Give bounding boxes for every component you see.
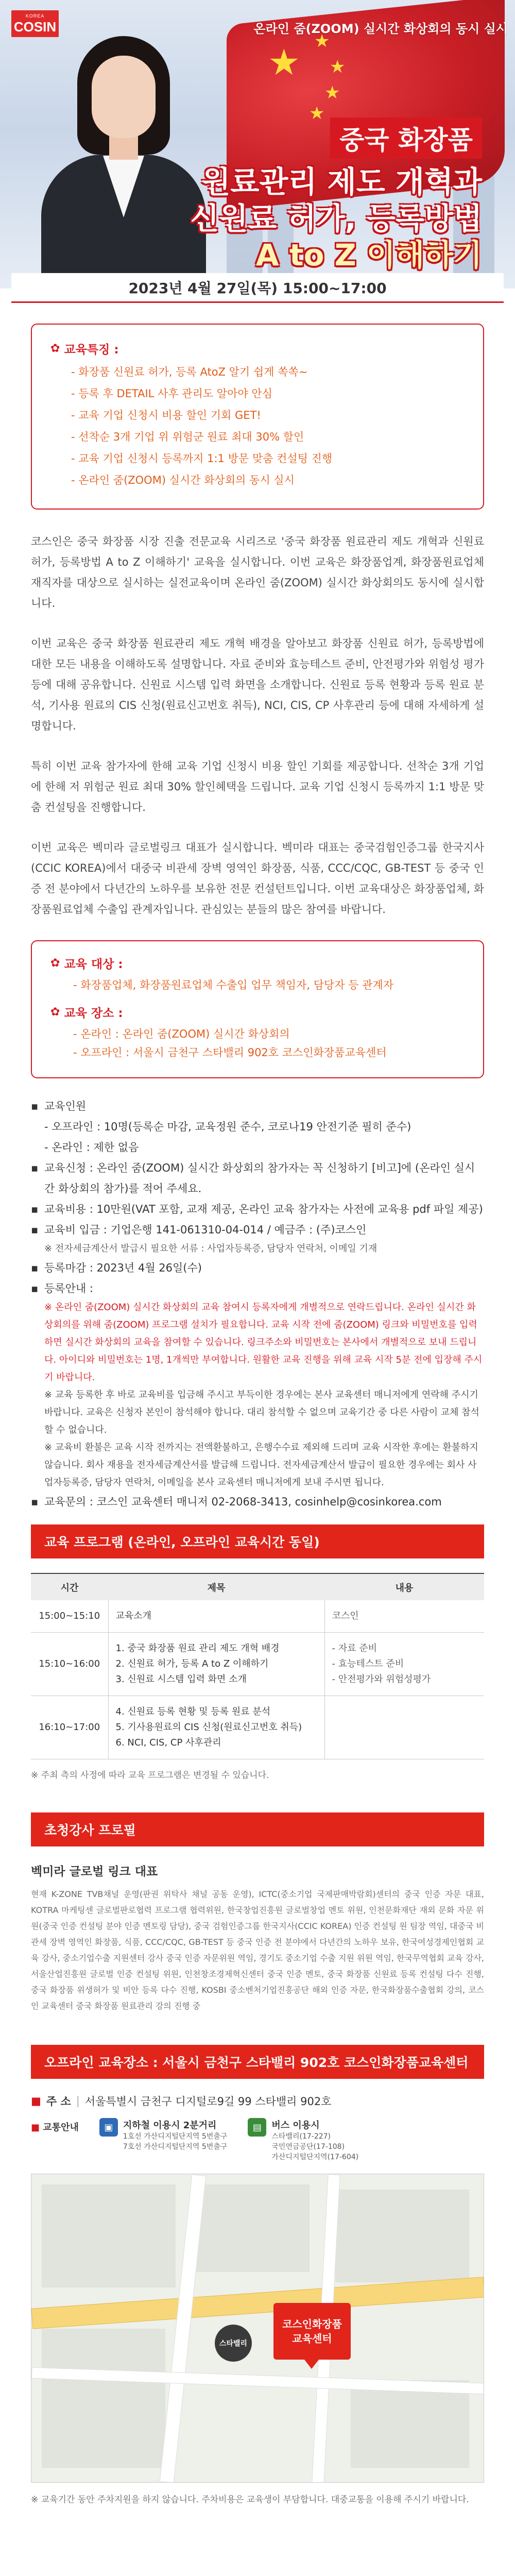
hero-title bbox=[190, 117, 482, 273]
info-deadline: ▪ 등록마감 : 2023년 4월 26일(수) bbox=[31, 1258, 484, 1278]
info-contact: ▪ 교육문의 : 코스인 교육센터 매니저 02-2068-3413, cosinhelp@cosinkorea.com bbox=[31, 1492, 484, 1512]
bus-title: 버스 이용시 bbox=[271, 2120, 320, 2131]
features-box bbox=[31, 324, 484, 510]
program-bar: 교육 프로그램 (온라인, 오프라인 교육시간 동일) bbox=[31, 1524, 484, 1558]
info-guide-red: ※ 온라인 줌(ZOOM) 실시간 화상회의 교육 참여시 등록자에게 개별적으로 연락드립니다. 온라인 실시간 화상회의를 위해 줌(ZOOM) 프로그램 설치가 필요합니다. 교육 시작 전에 줌(ZOOM) 링크와 비밀번호를 입력하면 실시간 화상회의 교육을 참여할 수 있습니다. 링크주소와 비밀번호는 본사에서 개별적으로 보내 드립니다. 아이디와 비밀번호는 1명, 1개씩만 부여합니다. 원활한 교육 진행을 위해 교육 시작 5분 전에 입장해 주시기 바랍니다. bbox=[44, 1302, 483, 1383]
subway-line: 7호선 가산디지털단지역 5번출구 bbox=[123, 2143, 228, 2151]
bus-line: 가산디지털단지역(17-604) bbox=[271, 2153, 359, 2161]
transit-label-text: 교통안내 bbox=[43, 2122, 79, 2133]
row-topic: 4. 신원료 등록 현황 및 등록 원료 분석 5. 기사용원료의 CIS 신청(원료신고번호 취득) 6. NCI, CIS, CP 사후관리 bbox=[108, 1696, 324, 1759]
intro-paragraph: 이번 교육은 중국 화장품 원료관리 제도 개혁 배경을 알아보고 화장품 신원료 허가, 등록방법에 대한 모든 내용을 이해하도록 설명합니다. 자료 준비와 효능테스트 준비, 안전평가와 위험성 평가 등에 대해 공유합니다. 신원료 시스템 입력 화면을 소개합니다. 신원료 등록 현황과 등록 원료 분석, 기사용 원료의 CIS 신청(원료신고번호 취득), NCI, CIS, CP 사후관리 등에 대해 자세하게 설명합니다. bbox=[31, 637, 484, 732]
row-detail: 코스인 bbox=[324, 1600, 484, 1633]
address-label: 주 소 bbox=[46, 2095, 71, 2108]
row-time: 16:10~17:00 bbox=[31, 1696, 108, 1759]
info-fee-text: 교육비용 : 10만원(VAT 포함, 교재 제공, 온라인 교육 참가자는 사전에 교육용 pdf 파일 제공) bbox=[44, 1203, 483, 1215]
table-header-row bbox=[31, 1573, 484, 1600]
info-guide: ▪ 등록안내 : bbox=[31, 1278, 484, 1299]
feature-item: - 선착순 3개 기업 위 위험군 원료 최대 30% 할인 bbox=[71, 431, 304, 443]
info-account-text: 교육비 입금 : 기업은행 141-061310-04-014 / 예금주 : (주)코스인 bbox=[44, 1224, 367, 1236]
map-note: ※ 교육기간 동안 주차지원을 하지 않습니다. 주차비용은 교육생이 부담합니다. 대중교통을 이용해 주시기 바랍니다. bbox=[31, 2495, 469, 2505]
info-apply-text: 교육신청 : 온라인 줌(ZOOM) 실시간 화상회의 참가자는 꼭 신청하기 [비고]에 (온라인 실시간 화상회의 참가)를 적어 주세요. bbox=[44, 1162, 475, 1195]
logo-text: COSIN bbox=[13, 19, 57, 35]
bus-info bbox=[248, 2118, 358, 2162]
address-text: 서울특별시 금천구 디지털로9길 99 스타밸리 902호 bbox=[84, 2095, 332, 2108]
info-fee: ▪ 교육비용 : 10만원(VAT 포함, 교재 제공, 온라인 교육 참가자는 사전에 교육용 pdf 파일 제공) bbox=[31, 1199, 484, 1219]
row-time: 15:10~16:00 bbox=[31, 1633, 108, 1696]
intro-paragraph: 특히 이번 교육 참가자에 한해 교육 기업 신청시 비용 할인 기회를 제공합니다. 선착순 3개 기업에 한해 저 위험군 원료 최대 30% 할인혜택을 드립니다. 교육 기업 신청시 등록까지 1:1 방문 맞춤 컨설팅을 진행합니다. bbox=[31, 760, 484, 814]
star-icon: ★ bbox=[324, 82, 340, 103]
row-detail: - 자료 준비 - 효능테스트 준비 - 안전평가와 위험성평가 bbox=[324, 1633, 484, 1696]
bus-icon: ▤ bbox=[248, 2118, 266, 2137]
date-bar: 2023년 4월 27일(목) 15:00~17:00 bbox=[11, 273, 504, 303]
info-apply: ▪ 교육신청 : 온라인 줌(ZOOM) 실시간 화상회의 참가자는 꼭 신청하기 [비고]에 (온라인 실시간 화상회의 참가)를 적어 주세요. bbox=[31, 1158, 484, 1199]
hero-title-line3: 신원료 허가, 등록방법 bbox=[190, 200, 482, 236]
info-deadline-text: 등록마감 : 2023년 4월 26일(수) bbox=[44, 1262, 202, 1274]
logo-sub: KOREA bbox=[25, 13, 45, 19]
row-time: 15:00~15:10 bbox=[31, 1600, 108, 1633]
bus-line: 국민연금공단(17-108) bbox=[271, 2143, 345, 2151]
intro-paragraph: 이번 교육은 벡미라 글로벌링크 대표가 실시합니다. 벡미라 대표는 중국검험인증그룹 한국지사(CCIC KOREA)에서 대중국 비관세 장벽 영역인 화장품, 식품, CCC/CQC, GB-TEST 등 중국 인증 전 분야에서 다년간의 노하우를 보유한 전문 컨설턴트입니다. 이번 교육대상은 화장품업체, 화장품원료업체 수출입 관계자입니다. 관심있는 분들의 많은 참여를 바랍니다. bbox=[31, 841, 484, 916]
program-note: ※ 주최 측의 사정에 따라 교육 프로그램은 변경될 수 있습니다. bbox=[31, 1770, 269, 1781]
instructor-bio: 현재 K-ZONE TVB채널 운영(판권 위탁사 채널 공동 운영), ICTC(중소기업 국제판매박람회)센터의 중국 인증 자문 대표, KOTRA 마케팅센 글로벌판로협력 프로그램 협력위원, 한국창업진흥원 글로벌창업 멘토 위원, 인천문화재단 재외 문화 자문 위원(중국 인증 컨설팅 분야 인증 멘토링 담당), 중국 검험인증그룹 한국지사(CCIC KOREA) 인증 컨설팅 원 팀장 역임, 대중국 비관세 장벽 영역인 화장품, 식품, CCC/CQC, GB-TEST 등 중국 인증 전 분야에서 다년간의 노하우 보유, 한국여성경제인협회 교육 강사, 중소기업수출 지원센터 강사 중국 인증 자문위원 역임, 경기도 중소기업 수출 지원 위원 역임, 한국무역협회 교육 강사, 서울산업진흥원 글로벌 인증 컨설팅 위원, 인천창조경제혁신센터 중국 인증 멘토, 중국 화장품 신원료 등록 컨설팅 다수 진행, 중국 화장품 위생허가 및 비안 등록 다수 진행, KOSBI 중소벤처기업진흥공단 해외 인증 자문, 한국화장품수출협회 강의, 코스인 교육센터 중국 화장품 원료관리 강의 진행 중 bbox=[31, 1889, 484, 2011]
table-header: 시간 bbox=[31, 1573, 108, 1600]
feature-item: - 교육 기업 신청시 비용 할인 기회 GET! bbox=[71, 409, 261, 421]
hero-title-line2: 원료관리 제도 개혁과 bbox=[201, 164, 482, 199]
table-row bbox=[31, 1633, 484, 1696]
info-people-on: - 온라인 : 제한 없음 bbox=[44, 1141, 139, 1154]
instructor-name: 벡미라 글로벌 링크 대표 bbox=[31, 1865, 158, 1878]
info-contact-text: 교육문의 : 코스인 교육센터 매니저 02-2068-3413, cosinhelp@cosinkorea.com bbox=[44, 1496, 442, 1508]
gear-icon: ✿ bbox=[50, 342, 60, 355]
star-icon: ★ bbox=[309, 103, 325, 124]
bus-line: 스타밸리(17-227) bbox=[271, 2132, 331, 2141]
subway-info bbox=[99, 2118, 228, 2162]
feature-item: - 온라인 줌(ZOOM) 실시간 화상회의 동시 실시 bbox=[71, 474, 295, 486]
info-guide-label: 등록안내 : bbox=[44, 1282, 93, 1295]
instructor-bar: 초청강사 프로필 bbox=[31, 1812, 484, 1846]
table-header: 제목 bbox=[108, 1573, 324, 1600]
hero-banner bbox=[0, 0, 515, 289]
info-people: ▪ 교육인원 bbox=[31, 1096, 484, 1116]
feature-item: - 화장품 신원료 허가, 등록 AtoZ 알기 쉽게 쏙쏙~ bbox=[71, 366, 308, 378]
hero-tagline: 온라인 줌(ZOOM) 실시간 화상회의 동시 실시 bbox=[253, 22, 508, 36]
table-row bbox=[31, 1696, 484, 1759]
presenter-photo bbox=[31, 36, 216, 289]
feature-item: - 교육 기업 신청시 등록까지 1:1 방문 맞춤 컨설팅 진행 bbox=[71, 452, 333, 465]
bullet-icon: ■ bbox=[31, 2095, 41, 2107]
info-list bbox=[31, 1096, 484, 1512]
row-topic: 교육소개 bbox=[108, 1600, 324, 1633]
map-venue-pin: 코스인화장품 교육센터 bbox=[273, 2303, 351, 2360]
hero-title-line1: 중국 화장품 bbox=[330, 117, 482, 159]
hero-title-line4: A to Z 이해하기 bbox=[255, 237, 482, 273]
info-people-label: 교육인원 bbox=[44, 1100, 87, 1112]
transit-label: ■ 교통안내 bbox=[31, 2122, 79, 2133]
star-icon: ★ bbox=[314, 31, 330, 52]
row-topic: 1. 중국 화장품 원료 관리 제도 개혁 배경 2. 신원료 허가, 등록 A to Z 이해하기 3. 신원료 시스템 입력 화면 소개 bbox=[108, 1633, 324, 1696]
place-heading-text: 교육 장소 : bbox=[64, 1007, 123, 1020]
target-row: - 화장품업체, 화장품원료업체 수출입 업무 책임자, 담당자 등 관계자 bbox=[73, 979, 394, 991]
cosin-logo bbox=[11, 10, 59, 37]
features-list bbox=[71, 361, 465, 491]
gear-icon: ✿ bbox=[50, 957, 60, 970]
map-station-marker: 스타밸리 bbox=[215, 2325, 252, 2362]
place-row: - 온라인 : 온라인 줌(ZOOM) 실시간 화상회의 bbox=[73, 1028, 290, 1040]
info-account: ▪ 교육비 입금 : 기업은행 141-061310-04-014 / 예금주 : (주)코스인 bbox=[31, 1219, 484, 1240]
star-icon: ★ bbox=[268, 41, 300, 83]
venue-map bbox=[31, 2174, 484, 2483]
intro-paragraph: 코스인은 중국 화장품 시장 진출 전문교육 시리즈로 '중국 화장품 원료관리 제도 개혁과 신원료 허가, 등록방법 A to Z 이해하기' 교육을 실시합니다. 이번 교육은 화장품업계, 화장품원료업체 재직자를 대상으로 실시하는 실전교육이며 온라인 줌(ZOOM) 실시간 화상회의도 동시에 실시합니다. bbox=[31, 535, 484, 609]
table-header: 내용 bbox=[324, 1573, 484, 1600]
target-heading-text: 교육 대상 : bbox=[64, 958, 123, 971]
star-icon: ★ bbox=[330, 57, 346, 77]
info-guide-dark: ※ 교육 등록한 후 바로 교육비를 입금해 주시고 부득이한 경우에는 본사 교육센터 매니저에게 연락해 주시기 바랍니다. 교육은 신청자 본인이 참석해야 합니다. 대리 참석할 수 없으며 교육기간 중 다른 사람이 교체 참석할 수 없습니다. bbox=[44, 1389, 479, 1435]
row-detail bbox=[324, 1696, 484, 1759]
info-guide-dark: ※ 교육비 환불은 교육 시작 전까지는 전액환불하고, 은행수수료 제외해 드리며 교육 시작한 후에는 환불하지 않습니다. 회사 재용을 전자세금계산서를 발급해 드립니다. 전자세금계산서 발급이 필요한 경우에는 회사 사업자등록증, 담당자 연락처, 이메일을 본사 교육센터 매니저에게 보내 주시면 됩니다. bbox=[44, 1442, 478, 1488]
features-heading-text: 교육특징 : bbox=[64, 343, 119, 357]
subway-line: 1호선 가산디지털단지역 5번출구 bbox=[123, 2132, 228, 2141]
subway-title: 지하철 이용시 2분거리 bbox=[123, 2120, 217, 2131]
gear-icon: ✿ bbox=[50, 1006, 60, 1019]
feature-item: - 등록 후 DETAIL 사후 관리도 알아야 안심 bbox=[71, 387, 272, 400]
features-heading bbox=[50, 340, 465, 357]
target-heading bbox=[50, 955, 465, 972]
table-row bbox=[31, 1600, 484, 1633]
place-row: - 오프라인 : 서울시 금천구 스타밸리 902호 코스인화장품교육센터 bbox=[73, 1046, 387, 1059]
place-heading bbox=[50, 1004, 465, 1021]
transit-info bbox=[31, 2118, 484, 2162]
info-account-note: ※ 전자세금계산서 발급시 필요한 서류 : 사업자등록증, 담당자 연락처, 이메일 기재 bbox=[44, 1243, 377, 1254]
subway-icon: ▣ bbox=[99, 2118, 118, 2137]
venue-address: ■ 주 소 | 서울특별시 금천구 디지털로9길 99 스타밸리 902호 bbox=[31, 2093, 484, 2109]
program-table bbox=[31, 1573, 484, 1759]
info-people-off: - 오프라인 : 10명(등록순 마감, 교육정원 준수, 코로나19 안전기준 필히 준수) bbox=[44, 1121, 411, 1133]
target-box bbox=[31, 940, 484, 1078]
venue-bar: 오프라인 교육장소 : 서울시 금천구 스타밸리 902호 코스인화장품교육센터 bbox=[31, 2045, 484, 2079]
